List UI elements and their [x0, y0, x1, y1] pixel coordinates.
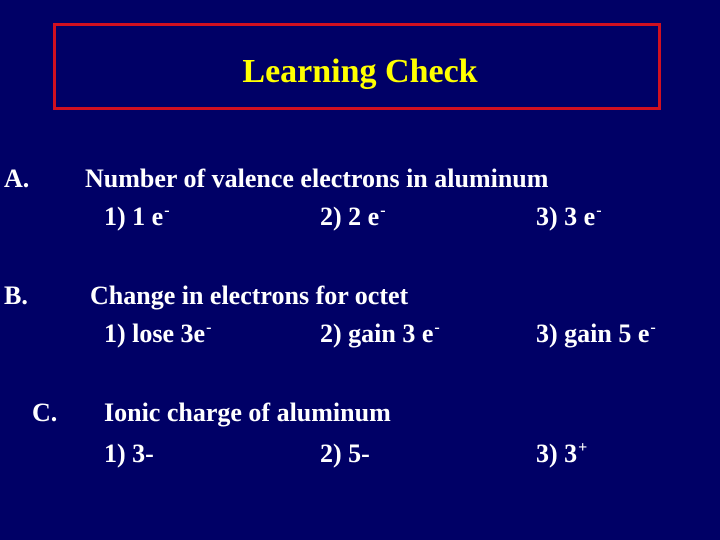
- option-superscript: -: [650, 319, 656, 336]
- option-label: 2) gain 3 e: [320, 319, 434, 348]
- option-label: 1) 3-: [104, 439, 154, 468]
- question-a-letter: A.: [4, 164, 30, 193]
- question-b-letter: B.: [4, 281, 28, 310]
- option-superscript: -: [380, 202, 386, 219]
- question-b-option-2: [320, 318, 440, 350]
- option-label: 3) gain 5 e: [536, 319, 650, 348]
- option-label: 2) 2 e: [320, 202, 380, 231]
- question-a-option-1: [104, 201, 170, 233]
- option-superscript: -: [596, 202, 602, 219]
- option-label: 3) 3 e: [536, 202, 596, 231]
- question-c-option-2: [320, 438, 371, 470]
- option-superscript: -: [434, 319, 440, 336]
- option-label: 3) 3: [536, 439, 578, 468]
- question-a-prompt: Number of valence electrons in aluminum: [85, 164, 549, 193]
- question-b-option-3: [536, 318, 656, 350]
- option-label: 2) 5-: [320, 439, 370, 468]
- question-c-option-3: [536, 438, 587, 470]
- option-superscript: +: [578, 439, 588, 456]
- question-c-letter: C.: [32, 398, 58, 427]
- option-superscript: -: [206, 319, 212, 336]
- option-label: 1) lose 3e: [104, 319, 206, 348]
- option-superscript: -: [164, 202, 170, 219]
- option-label: 1) 1 e: [104, 202, 164, 231]
- slide-title: Learning Check: [242, 53, 478, 90]
- question-a-option-3: [536, 201, 602, 233]
- question-b-prompt: Change in electrons for octet: [90, 281, 409, 310]
- question-a-option-2: [320, 201, 386, 233]
- question-c-prompt: Ionic charge of aluminum: [104, 398, 391, 427]
- question-c-option-1: [104, 438, 155, 470]
- question-b-option-1: [104, 318, 211, 350]
